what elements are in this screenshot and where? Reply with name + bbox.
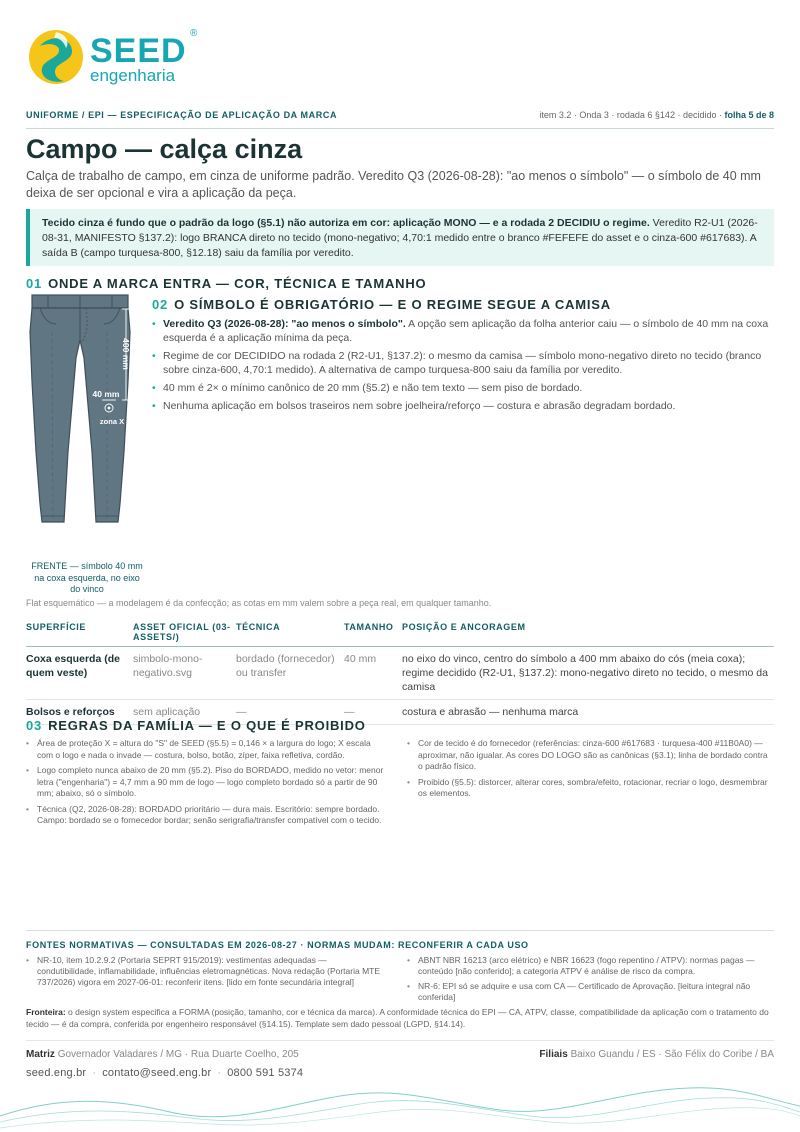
list-item: • Área de proteção X = altura do "S" de SEED (§5.5) = 0,146 × a largura do logo; X escala com o logo e nada o invade — costura, bolso, botão, zíper, faixa refletiva, cordão.: [26, 738, 388, 761]
brand-name: SEED: [90, 32, 187, 70]
sources-heading: FONTES NORMATIVAS — CONSULTADAS EM 2026-08-27 · NORMAS MUDAM: RECONFERIR A CADA USO: [26, 940, 529, 950]
table-cell: bordado (fornecedor) ou transfer: [236, 647, 344, 700]
table-cell: —: [344, 700, 402, 725]
table-cell: simbolo-mono-negativo.svg: [133, 647, 236, 700]
column-header: POSIÇÃO E ANCORAGEM: [402, 618, 774, 647]
sources-right: [407, 955, 774, 1007]
sheet-meta: item 3.2 · Onda 3 · rodada 6 §142 · decidido · folha 5 de 8: [539, 110, 774, 120]
headquarters-address: Matriz Governador Valadares / MG · Rua Duarte Coelho, 205: [26, 1049, 299, 1060]
list-item: • Proibido (§5.5): distorcer, alterar cores, sombra/efeito, rotacionar, recriar o logo, desmembrar os elementos.: [407, 777, 774, 800]
boundary-note: Fronteira: o design system especifica a FORMA (posição, tamanho, cor e técnica da marca). A conformidade técnica do EPI — CA, ATPV, classe, compatibilidade da aplicação com o tratamento do tecido — é da compra, conferida por engenheiro responsável (§14.15). Template sem dado pessoal (LGPD, §14.14).: [26, 1007, 769, 1029]
divider: [26, 1040, 774, 1041]
pants-flat-sketch: [26, 292, 150, 564]
family-rules-left: [26, 738, 388, 831]
table-cell: Coxa esquerda (de quem veste): [26, 647, 133, 700]
section-02-list: [152, 317, 774, 417]
divider: [26, 930, 774, 931]
callout-box: [26, 209, 774, 266]
list-item: • Logo completo nunca abaixo de 20 mm (§5.2). Piso do BORDADO, medido no vetor: menor letra ("engenharia") = 4,7 mm a 90 mm de logo — logo completo bordado só a partir de 90 mm; abaixo, só o símbolo.: [26, 765, 388, 800]
table-cell: sem aplicação: [133, 700, 236, 725]
list-item: • NR-6: EPI só se adquire e usa com CA — Certificado de Aprovação. [leitura integral não conferida]: [407, 981, 774, 1003]
table-cell: no eixo do vinco, centro do símbolo a 400 mm abaixo do cós (meia coxa); regime decidido (R2-U1, §137.2): mono-negativo direto no tecido, o mesmo da camisa: [402, 647, 774, 700]
lede-paragraph: Calça de trabalho de campo, em cinza de uniforme padrão. Veredito Q3 (2026-08-28): "ao menos o símbolo" — o símbolo de 40 mm deixa de ser opcional e vira a aplicação da peça.: [26, 169, 761, 200]
sheet-number: folha 5 de 8: [724, 110, 774, 120]
list-item: • Cor de tecido é do fornecedor (referências: cinza-600 #617683 · turquesa-400 #11B0A0) — aproximar, não igualar. As cores DO LOGO são as canônicas (§3.1); linha de bordado contra o padrão físico.: [407, 738, 774, 773]
table-cell: —: [236, 700, 344, 725]
brand-subtitle: engenharia: [90, 66, 176, 85]
flat-sketch-note: Flat esquemático — a modelagem é da confecção; as cotas em mm valem sobre a peça real, em qualquer tamanho.: [26, 598, 492, 608]
table-cell: costura e abrasão — nenhuma marca: [402, 700, 774, 725]
branch-offices: Filiais Baixo Guandu / ES · São Félix do Coribe / BA: [539, 1049, 774, 1060]
email-link[interactable]: contato@seed.eng.br: [102, 1067, 212, 1079]
callout-bold: Tecido cinza é fundo que o padrão da logo (§5.1) não autoriza em cor: aplicação MONO — e a rodada 2 DECIDIU o regime.: [42, 217, 650, 229]
list-item: • Nenhuma aplicação em bolsos traseiros nem sobre joelheira/reforço — costura e abrasão degradam bordado.: [152, 399, 774, 413]
column-header: TÉCNICA: [236, 618, 344, 647]
table-header-row: [26, 618, 774, 647]
phone-number[interactable]: 0800 591 5374: [227, 1067, 304, 1079]
page-title: Campo — calça cinza: [26, 134, 303, 164]
list-item: • Regime de cor DECIDIDO na rodada 2 (R2-U1, §137.2): o mesmo da camisa — símbolo mono-negativo direto no tecido (branco sobre cinza-600, 4,70:1 medido). A alternativa de campo turquesa-800 saiu da família por veredito.: [152, 349, 774, 377]
brand-registered-mark: ®: [190, 28, 198, 39]
family-rules-right: [407, 738, 774, 804]
website-link[interactable]: seed.eng.br: [26, 1067, 87, 1079]
list-item: • NR-10, item 10.2.9.2 (Portaria SEPRT 915/2019): vestimentas adequadas — condutibilidade, inflamabilidade, influências eletromagnéticas. Nova redação (Portaria MTE 737/2026) vigora em 2027-06-01: reconferir itens. [lido em fonte secundária integral]: [26, 955, 388, 988]
list-item: • ABNT NBR 16213 (arco elétrico) e NBR 16623 (fogo repentino / ATPV): normas pagas — conteúdo [não conferido]; a categoria ATPV é análise de risco da compra.: [407, 955, 774, 977]
figure-caption: FRENTE — símbolo 40 mm na coxa esquerda, no eixo do vinco: [31, 561, 143, 594]
zone-x-label: zona X: [99, 417, 125, 426]
vertical-dimension-label: 400 mm: [121, 338, 131, 370]
table-row: [26, 647, 774, 700]
header-meta-line: [26, 110, 774, 126]
table-cell: Bolsos e reforços: [26, 700, 133, 725]
section-heading-03: 03 REGRAS DA FAMÍLIA — E O QUE É PROIBIDO: [26, 718, 366, 733]
column-header: SUPERFÍCIE: [26, 618, 133, 647]
breadcrumb: UNIFORME / EPI — ESPECIFICAÇÃO DE APLICAÇÃO DA MARCA: [26, 110, 338, 120]
horizontal-dimension-label: 40 mm: [92, 389, 120, 399]
section-heading-02: 02 O SÍMBOLO É OBRIGATÓRIO — E O REGIME SEGUE A CAMISA: [152, 297, 611, 312]
divider: [26, 128, 774, 129]
footer-wave-decoration: [0, 1076, 800, 1132]
callout-text: Veredito R2-U1 (2026-08-31, MANIFESTO §137.2): logo BRANCA direto no tecido (mono-negativo; 4,70:1 medido entre o branco #FEFEFE do asset e o cinza-600 #617683). A saída B (campo turquesa-800, §12.18) saiu da família por veredito.: [42, 217, 758, 259]
application-spec-table: [26, 618, 774, 725]
sources-left: [26, 955, 388, 992]
table-cell: 40 mm: [344, 647, 402, 700]
list-item: • Veredito Q3 (2026-08-28): "ao menos o símbolo". A opção sem aplicação da folha anterior caiu — o símbolo de 40 mm na coxa esquerda é a aplicação mínima da peça.: [152, 317, 774, 345]
list-item: • Técnica (Q2, 2026-08-28): BORDADO prioritário — dura mais. Escritório: sempre bordado. Campo: bordado se o fornecedor bordar; senão serigrafia/transfer compatível com o tecido.: [26, 804, 388, 827]
section-heading-01: 01 ONDE A MARCA ENTRA — COR, TÉCNICA E TAMANHO: [26, 276, 427, 291]
column-header: TAMANHO: [344, 618, 402, 647]
contact-line: seed.eng.br · contato@seed.eng.br · 0800 591 5374: [26, 1067, 304, 1079]
list-item: • 40 mm é 2× o mínimo canônico de 20 mm (§5.2) e não tem texto — sem piso de bordado.: [152, 381, 774, 395]
column-header: ASSET OFICIAL (03-ASSETS/): [133, 618, 236, 647]
